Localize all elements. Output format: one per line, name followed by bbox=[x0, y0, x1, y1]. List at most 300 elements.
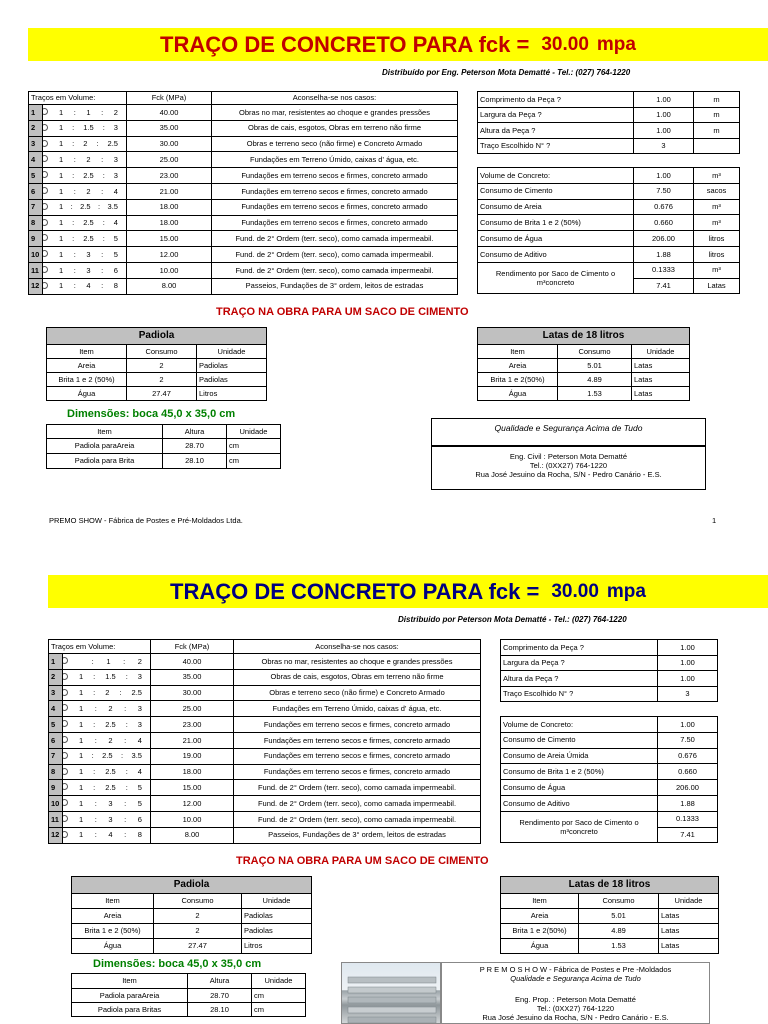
yield-unit-latas: Latas bbox=[694, 278, 740, 294]
mix-proportion bbox=[63, 701, 151, 717]
input-row bbox=[478, 138, 740, 154]
mix-sand: 2 bbox=[108, 735, 113, 745]
page2-fck-unit: mpa bbox=[606, 580, 646, 602]
mix-header-fck: Fck (MPa) bbox=[127, 92, 212, 105]
mix-separator: : bbox=[72, 218, 75, 228]
mix-fck: 23.00 bbox=[127, 168, 212, 184]
output-label: Consumo de Areia bbox=[478, 199, 634, 215]
yield-label: Rendimento por Saco de Cimento o m³concreto bbox=[501, 811, 658, 843]
padiola-h-cons: Consumo bbox=[154, 894, 242, 909]
mix-separator: : bbox=[102, 123, 105, 133]
mix-row[interactable] bbox=[49, 764, 481, 780]
input-value[interactable]: 1.00 bbox=[634, 123, 694, 139]
page1-title: TRAÇO DE CONCRETO PARA fck = bbox=[160, 31, 530, 57]
mix-cement: 1 bbox=[79, 688, 84, 698]
output-value: 0.660 bbox=[634, 215, 694, 231]
output-value: 0.676 bbox=[634, 199, 694, 215]
mix-number-label: 5 bbox=[31, 170, 36, 180]
mix-gravel: 3 bbox=[113, 155, 118, 165]
mix-cement: 1 bbox=[79, 767, 84, 777]
input-row bbox=[501, 655, 718, 671]
output-value: 1.88 bbox=[634, 246, 694, 262]
latas-title: Latas de 18 litros bbox=[501, 877, 719, 894]
mix-separator: : bbox=[119, 688, 122, 698]
output-row bbox=[478, 183, 740, 199]
page2-dimensions: Dimensões: boca 45,0 x 35,0 cm bbox=[93, 958, 262, 970]
output-value: 1.88 bbox=[658, 795, 718, 811]
mix-use: Fundações em terreno secos e firmes, concreto armado bbox=[212, 199, 458, 215]
mix-header-volume: Traços em Volume: bbox=[49, 640, 151, 654]
mix-proportion bbox=[63, 654, 151, 670]
mix-gravel: 5 bbox=[113, 234, 118, 244]
page1-tel: Tel.: (0XX27) 764-1220 bbox=[529, 461, 608, 470]
mix-fck: 19.00 bbox=[151, 748, 234, 764]
mix-use: Fund. de 2° Ordem (terr. seco), como camada impermeabil. bbox=[234, 811, 481, 827]
mix-fck: 40.00 bbox=[151, 654, 234, 670]
mix-header-use: Aconselha-se nos casos: bbox=[234, 640, 481, 654]
input-label: Comprimento da Peça ? bbox=[478, 92, 634, 108]
mix-number-label: 5 bbox=[51, 719, 56, 729]
mix-cement: 1 bbox=[79, 704, 84, 714]
mix-separator: : bbox=[101, 107, 104, 117]
mix-row[interactable] bbox=[49, 701, 481, 717]
mix-number bbox=[49, 748, 63, 764]
mix-use: Passeios, Fundações de 3° ordem, leitos de estradas bbox=[212, 278, 458, 294]
input-value[interactable]: 1.00 bbox=[634, 107, 694, 123]
mix-row[interactable] bbox=[29, 183, 458, 199]
padiola-title: Padiola bbox=[47, 328, 267, 345]
input-value[interactable]: 1.00 bbox=[634, 92, 694, 108]
page1-quality-text: Qualidade e Segurança Acima de Tudo bbox=[494, 423, 643, 433]
mix-row[interactable] bbox=[29, 215, 458, 231]
mix-number-label: 4 bbox=[31, 155, 36, 165]
output-row bbox=[478, 231, 740, 247]
mix-use: Fundações em terreno secos e firmes, concreto armado bbox=[212, 183, 458, 199]
latas-unit: Latas bbox=[659, 924, 719, 939]
mix-radio-icon[interactable] bbox=[43, 203, 49, 210]
mix-number-label: 6 bbox=[51, 735, 56, 745]
input-value[interactable]: 3 bbox=[634, 138, 694, 154]
mix-proportion bbox=[43, 199, 127, 215]
mix-row[interactable] bbox=[49, 780, 481, 796]
mix-number-label: 11 bbox=[51, 814, 59, 824]
mix-number-label: 7 bbox=[51, 751, 56, 761]
mix-cement: 1 bbox=[59, 218, 64, 228]
output-unit: sacos bbox=[694, 183, 740, 199]
mix-number bbox=[29, 168, 43, 184]
mix-row[interactable] bbox=[29, 152, 458, 168]
latas-item: Brita 1 e 2(50%) bbox=[501, 924, 579, 939]
mix-use: Fundações em terreno secos e firmes, concreto armado bbox=[234, 717, 481, 733]
padiola-h-unit: Unidade bbox=[197, 345, 267, 359]
mix-cement: 1 bbox=[79, 672, 84, 682]
mix-gravel: 3 bbox=[137, 719, 142, 729]
mix-use: Fundações em terreno secos e firmes, concreto armado bbox=[234, 732, 481, 748]
mix-use: Fund. de 2° Ordem (terr. seco), como camada impermeabil. bbox=[234, 780, 481, 796]
mix-gravel: 6 bbox=[137, 814, 142, 824]
padiola-h-item: Item bbox=[72, 894, 154, 909]
mix-gravel: 4 bbox=[137, 735, 142, 745]
padiola-item: Água bbox=[72, 939, 154, 954]
mix-cement: 1 bbox=[59, 202, 64, 212]
mix-number-label: 7 bbox=[31, 202, 36, 212]
altura-value: 28.10 bbox=[163, 454, 227, 469]
mix-radio-icon[interactable] bbox=[63, 831, 69, 838]
mix-separator: : bbox=[93, 783, 96, 793]
latas-h-unit: Unidade bbox=[659, 894, 719, 909]
mix-sand: 2 bbox=[86, 186, 91, 196]
mix-gravel: 4 bbox=[113, 218, 118, 228]
padiola-item: Brita 1 e 2 (50%) bbox=[72, 924, 154, 939]
output-unit: m³ bbox=[694, 215, 740, 231]
mix-radio-icon[interactable] bbox=[43, 282, 49, 289]
mix-separator: : bbox=[96, 139, 99, 149]
mix-proportion bbox=[43, 136, 127, 152]
output-label: Consumo de Cimento bbox=[501, 732, 658, 748]
mix-separator: : bbox=[93, 767, 96, 777]
mix-gravel: 3 bbox=[113, 123, 118, 133]
page1-dimensions: Dimensões: boca 45,0 x 35,0 cm bbox=[67, 408, 236, 420]
mix-gravel: 4 bbox=[113, 186, 118, 196]
mix-separator: : bbox=[73, 107, 76, 117]
mix-separator: : bbox=[72, 170, 75, 180]
mix-cement: 1 bbox=[79, 814, 84, 824]
input-label: Altura da Peça ? bbox=[501, 671, 658, 687]
mix-number bbox=[49, 669, 63, 685]
mix-proportion bbox=[43, 215, 127, 231]
page1-title-bar bbox=[28, 28, 768, 61]
altura-h-alt: Altura bbox=[163, 425, 227, 439]
mix-number-label: 4 bbox=[51, 704, 56, 714]
mix-radio-icon[interactable] bbox=[63, 768, 69, 775]
mix-separator: : bbox=[98, 202, 101, 212]
page1-footer: PREMO SHOW - Fábrica de Postes e Pré-Moldados Ltda. bbox=[49, 516, 243, 525]
mix-proportion bbox=[43, 183, 127, 199]
mix-row[interactable] bbox=[29, 247, 458, 263]
output-value: 1.00 bbox=[658, 717, 718, 733]
output-unit: litros bbox=[694, 231, 740, 247]
mix-fck: 10.00 bbox=[151, 811, 234, 827]
mix-separator: : bbox=[125, 783, 128, 793]
mix-row[interactable] bbox=[49, 669, 481, 685]
mix-use: Fundações em terreno secos e firmes, concreto armado bbox=[234, 748, 481, 764]
mix-sand: 1.5 bbox=[105, 672, 116, 682]
mix-cement: 1 bbox=[79, 830, 84, 840]
mix-row[interactable] bbox=[49, 796, 481, 812]
mix-gravel: 6 bbox=[113, 265, 118, 275]
input-value[interactable]: 1.00 bbox=[658, 671, 718, 687]
input-row bbox=[478, 107, 740, 123]
mix-cement: 1 bbox=[59, 234, 64, 244]
mix-cement: 1 bbox=[79, 751, 84, 761]
mix-separator: : bbox=[102, 218, 105, 228]
mix-row[interactable] bbox=[29, 136, 458, 152]
mix-gravel: 3.5 bbox=[131, 751, 142, 761]
mix-fck: 35.00 bbox=[151, 669, 234, 685]
output-label: Consumo de Brita 1 e 2 (50%) bbox=[478, 215, 634, 231]
mix-separator: : bbox=[121, 751, 124, 761]
mix-gravel: 5 bbox=[137, 783, 142, 793]
page2-company-box bbox=[441, 962, 710, 1024]
mix-gravel: 5 bbox=[137, 798, 142, 808]
input-row bbox=[501, 640, 718, 656]
mix-proportion bbox=[43, 247, 127, 263]
mix-proportion bbox=[43, 278, 127, 294]
page2-title: TRAÇO DE CONCRETO PARA fck = bbox=[170, 578, 540, 604]
output-row bbox=[501, 795, 718, 811]
mix-fck: 35.00 bbox=[127, 120, 212, 136]
page2-altura-table bbox=[71, 973, 306, 1017]
mix-fck: 12.00 bbox=[127, 247, 212, 263]
latas-item: Água bbox=[478, 387, 558, 401]
mix-number bbox=[29, 152, 43, 168]
page2-company: P R E M O S H O W - Fábrica de Postes e Pre -Moldados bbox=[479, 965, 672, 974]
mix-use: Fund. de 2° Ordem (terr. seco), como camada impermeabil. bbox=[212, 262, 458, 278]
mix-separator: : bbox=[125, 719, 128, 729]
page1-latas-table bbox=[477, 327, 690, 401]
mix-sand: 2 bbox=[108, 704, 113, 714]
altura-value: 28.70 bbox=[163, 439, 227, 454]
latas-unit: Latas bbox=[659, 939, 719, 954]
mix-fck: 30.00 bbox=[127, 136, 212, 152]
latas-unit: Latas bbox=[632, 387, 690, 401]
mix-use: Obras de cais, esgotos, Obras em terreno não firme bbox=[234, 669, 481, 685]
input-row bbox=[478, 92, 740, 108]
mix-gravel: 8 bbox=[137, 830, 142, 840]
mix-fck: 25.00 bbox=[127, 152, 212, 168]
mix-separator: : bbox=[94, 735, 97, 745]
page2-inputs-table bbox=[500, 639, 718, 702]
output-row bbox=[501, 732, 718, 748]
mix-use: Obras no mar, resistentes ao choque e grandes pressões bbox=[212, 105, 458, 121]
input-value[interactable]: 1.00 bbox=[658, 640, 718, 656]
latas-cons: 1.53 bbox=[579, 939, 659, 954]
mix-use: Fundações em terreno secos e firmes, concreto armado bbox=[212, 215, 458, 231]
mix-fck: 10.00 bbox=[127, 262, 212, 278]
mix-cement: 1 bbox=[59, 281, 64, 291]
padiola-item: Areia bbox=[47, 359, 127, 373]
mix-number-label: 8 bbox=[51, 767, 56, 777]
altura-item: Padiola paraAreia bbox=[47, 439, 163, 454]
yield-value-m3: 0.1333 bbox=[658, 811, 718, 827]
input-unit bbox=[694, 138, 740, 154]
mix-row[interactable] bbox=[49, 748, 481, 764]
mix-separator: : bbox=[101, 281, 104, 291]
page2-fck-value: 30.00 bbox=[551, 580, 599, 602]
mix-radio-icon[interactable] bbox=[63, 752, 69, 759]
mix-row[interactable] bbox=[29, 120, 458, 136]
output-label: Consumo de Água bbox=[478, 231, 634, 247]
mix-proportion bbox=[43, 168, 127, 184]
mix-gravel: 2 bbox=[137, 656, 142, 666]
mix-row[interactable] bbox=[49, 811, 481, 827]
mix-number bbox=[49, 717, 63, 733]
mix-cement: 1 bbox=[79, 719, 84, 729]
input-value[interactable]: 3 bbox=[658, 686, 718, 702]
page1-quality-box bbox=[431, 418, 706, 446]
padiola-unit: Padiolas bbox=[242, 909, 312, 924]
mix-proportion bbox=[63, 748, 151, 764]
mix-sand: 2.5 bbox=[80, 202, 91, 212]
latas-unit: Latas bbox=[632, 359, 690, 373]
mix-fck: 40.00 bbox=[127, 105, 212, 121]
input-value[interactable]: 1.00 bbox=[658, 655, 718, 671]
mix-number-label: 9 bbox=[51, 783, 56, 793]
padiola-cons: 27.47 bbox=[154, 939, 242, 954]
mix-row[interactable] bbox=[29, 168, 458, 184]
page2-latas-table bbox=[500, 876, 719, 954]
mix-sand: 1 bbox=[86, 107, 91, 117]
page2-mix-table bbox=[48, 639, 481, 844]
mix-use: Fundações em Terreno Úmido, caixas d' água, etc. bbox=[212, 152, 458, 168]
mix-radio-icon[interactable] bbox=[43, 140, 49, 147]
mix-fck: 18.00 bbox=[127, 215, 212, 231]
input-label: Traço Escolhido N° ? bbox=[478, 138, 634, 154]
page1-padiola-table bbox=[46, 327, 267, 401]
page1-page-number: 1 bbox=[712, 516, 717, 525]
output-label: Consumo de Areia Úmida bbox=[501, 748, 658, 764]
mix-radio-icon[interactable] bbox=[43, 219, 49, 226]
mix-separator: : bbox=[93, 688, 96, 698]
mix-separator: : bbox=[102, 234, 105, 244]
mix-number-label: 11 bbox=[31, 265, 39, 275]
mix-gravel: 2 bbox=[113, 107, 118, 117]
mix-row[interactable] bbox=[49, 685, 481, 701]
output-value: 206.00 bbox=[658, 780, 718, 796]
altura-unit: cm bbox=[227, 439, 281, 454]
page2-address: Rua José Jesuino da Rocha, S/N - Pedro Canário - E.S. bbox=[482, 1013, 669, 1022]
mix-cement: 1 bbox=[59, 170, 64, 180]
mix-cement: 1 bbox=[59, 139, 64, 149]
page1-eng: Eng. Civil : Peterson Mota Dematté bbox=[509, 452, 628, 461]
latas-unit: Latas bbox=[659, 909, 719, 924]
altura-h-item: Item bbox=[47, 425, 163, 439]
mix-sand: 3 bbox=[86, 249, 91, 259]
mix-use: Fund. de 2° Ordem (terr. seco), como camada impermeabil. bbox=[234, 796, 481, 812]
mix-sand: 2.5 bbox=[83, 218, 94, 228]
mix-proportion bbox=[43, 105, 127, 121]
mix-separator: : bbox=[73, 186, 76, 196]
mix-number-label: 3 bbox=[31, 139, 36, 149]
mix-number bbox=[49, 796, 63, 812]
input-label: Comprimento da Peça ? bbox=[501, 640, 658, 656]
input-unit: m bbox=[694, 107, 740, 123]
input-unit: m bbox=[694, 92, 740, 108]
altura-value: 28.70 bbox=[188, 989, 252, 1003]
mix-fck: 25.00 bbox=[151, 701, 234, 717]
factory-photo bbox=[341, 962, 441, 1024]
mix-sand: 3 bbox=[108, 798, 113, 808]
mix-proportion bbox=[63, 732, 151, 748]
altura-value: 28.10 bbox=[188, 1003, 252, 1017]
mix-row[interactable] bbox=[49, 732, 481, 748]
mix-row[interactable] bbox=[29, 278, 458, 294]
mix-proportion bbox=[63, 780, 151, 796]
mix-separator: : bbox=[93, 719, 96, 729]
mix-fck: 18.00 bbox=[151, 764, 234, 780]
page2-section-title: TRAÇO NA OBRA PARA UM SACO DE CIMENTO bbox=[236, 855, 489, 867]
mix-sand: 2.5 bbox=[105, 767, 116, 777]
mix-cement: 1 bbox=[79, 783, 84, 793]
mix-number bbox=[29, 231, 43, 247]
input-label: Largura da Peça ? bbox=[478, 107, 634, 123]
output-unit: m³ bbox=[694, 199, 740, 215]
yield-label: Rendimento por Saco de Cimento o m³concreto bbox=[478, 262, 634, 294]
padiola-unit: Litros bbox=[242, 939, 312, 954]
mix-row[interactable] bbox=[29, 199, 458, 215]
mix-fck: 8.00 bbox=[151, 827, 234, 843]
output-value: 1.00 bbox=[634, 168, 694, 184]
input-row bbox=[501, 686, 718, 702]
output-label: Volume de Concreto: bbox=[478, 168, 634, 184]
mix-radio-icon[interactable] bbox=[63, 689, 69, 696]
mix-row[interactable] bbox=[29, 262, 458, 278]
mix-separator: : bbox=[72, 234, 75, 244]
mix-row[interactable] bbox=[29, 231, 458, 247]
mix-row[interactable] bbox=[49, 654, 481, 670]
mix-number bbox=[29, 215, 43, 231]
mix-number bbox=[49, 827, 63, 843]
latas-cons: 5.01 bbox=[558, 359, 632, 373]
mix-gravel: 5 bbox=[113, 249, 118, 259]
mix-number-label: 3 bbox=[51, 688, 56, 698]
mix-number bbox=[49, 780, 63, 796]
mix-proportion bbox=[43, 231, 127, 247]
mix-gravel: 2.5 bbox=[131, 688, 142, 698]
mix-radio-icon[interactable] bbox=[43, 124, 49, 131]
input-unit: m bbox=[694, 123, 740, 139]
mix-number bbox=[29, 262, 43, 278]
mix-number bbox=[49, 811, 63, 827]
mix-number-label: 1 bbox=[31, 107, 36, 117]
latas-item: Brita 1 e 2(50%) bbox=[478, 373, 558, 387]
mix-separator: : bbox=[91, 656, 94, 666]
mix-row[interactable] bbox=[49, 827, 481, 843]
mix-number bbox=[29, 105, 43, 121]
mix-separator: : bbox=[91, 751, 94, 761]
output-label: Consumo de Cimento bbox=[478, 183, 634, 199]
mix-use: Passeios, Fundações de 3° ordem, leitos de estradas bbox=[234, 827, 481, 843]
mix-row[interactable] bbox=[29, 105, 458, 121]
mix-use: Obras e terreno seco (não firme) e Concreto Armado bbox=[212, 136, 458, 152]
mix-number bbox=[29, 120, 43, 136]
mix-separator: : bbox=[123, 656, 126, 666]
padiola-unit: Padiolas bbox=[242, 924, 312, 939]
mix-separator: : bbox=[94, 814, 97, 824]
mix-number bbox=[49, 685, 63, 701]
output-row bbox=[478, 246, 740, 262]
altura-item: Padiola para Brita bbox=[47, 454, 163, 469]
mix-radio-icon[interactable] bbox=[63, 673, 69, 680]
padiola-h-item: Item bbox=[47, 345, 127, 359]
mix-sand: 2.5 bbox=[83, 234, 94, 244]
output-label: Consumo de Brita 1 e 2 (50%) bbox=[501, 764, 658, 780]
mix-number-label: 1 bbox=[51, 656, 56, 666]
output-unit: litros bbox=[694, 246, 740, 262]
mix-header-volume: Traços em Volume: bbox=[29, 92, 127, 105]
page1-address: Rua José Jesuino da Rocha, S/N - Pedro Canário - E.S. bbox=[475, 470, 662, 479]
padiola-cons: 2 bbox=[127, 359, 197, 373]
mix-number bbox=[49, 701, 63, 717]
mix-use: Fundações em Terreno Úmido, caixas d' água, etc. bbox=[234, 701, 481, 717]
output-value: 206.00 bbox=[634, 231, 694, 247]
mix-row[interactable] bbox=[49, 717, 481, 733]
output-value: 7.50 bbox=[658, 732, 718, 748]
mix-sand: 4 bbox=[86, 281, 91, 291]
mix-separator: : bbox=[124, 704, 127, 714]
page2-outputs-table bbox=[500, 716, 718, 843]
mix-number-label: 2 bbox=[51, 672, 56, 682]
